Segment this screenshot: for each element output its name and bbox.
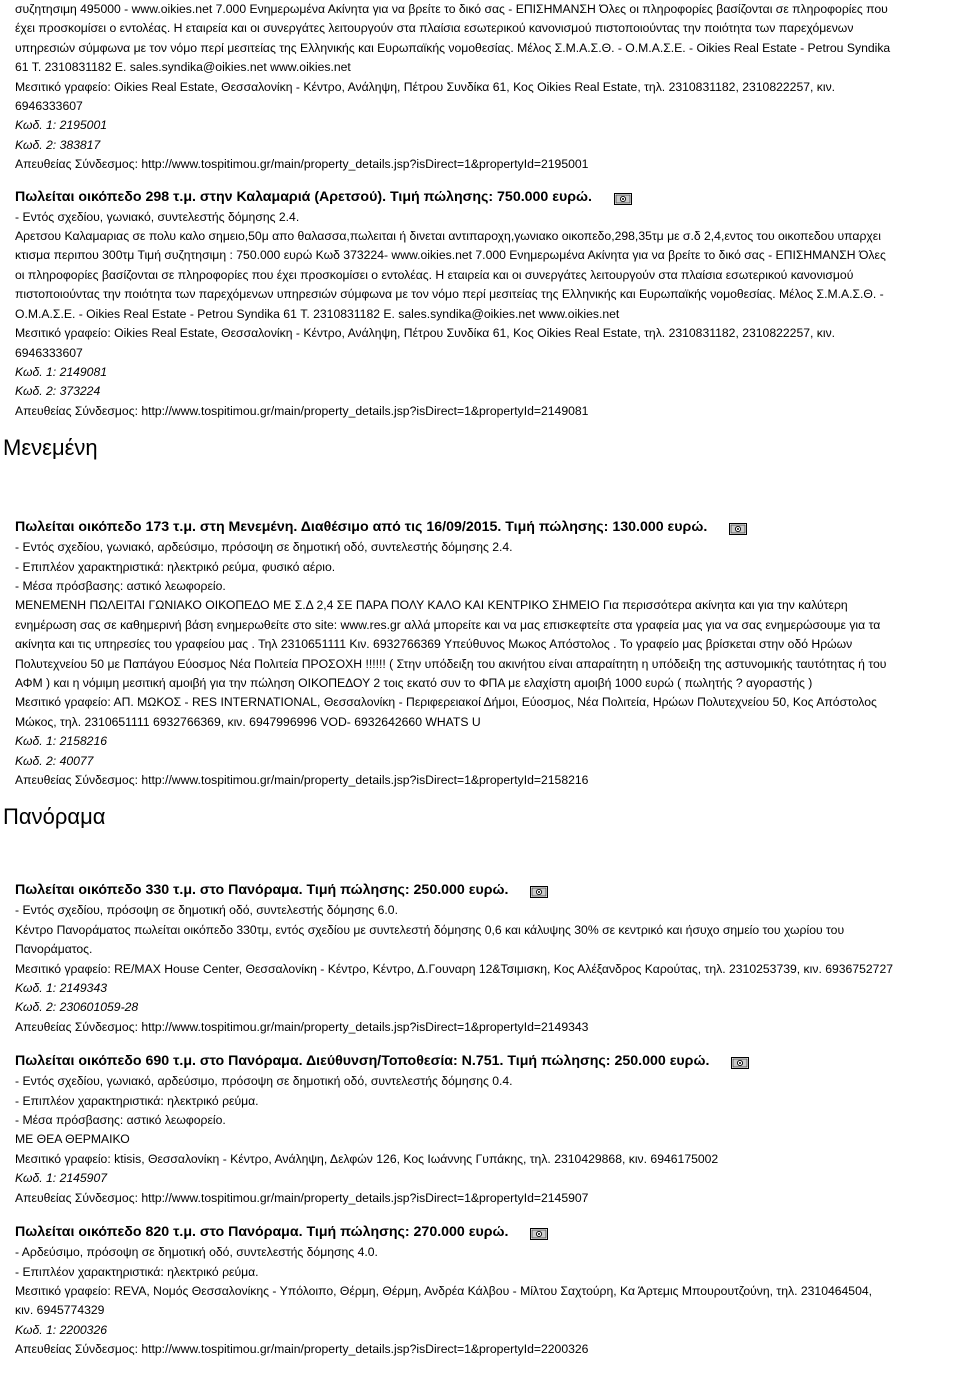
feature-line: - Εντός σχεδίου, γωνιακό, συντελεστής δόμησης 2.4. (15, 209, 300, 224)
code-2: Κωδ. 2: 230601059-28 (15, 1000, 139, 1015)
listing-panorama-330 (15, 880, 945, 1037)
direct-link[interactable]: Απευθείας Σύνδεσμος: http://www.tospitimou.gr/main/property_details.jsp?isDirect=1&propertyId=2145907 (15, 1190, 589, 1205)
camera-icon[interactable] (729, 521, 747, 533)
feature-line: - Επιπλέον χαρακτηριστικά: ηλεκτρικό ρεύμα. (15, 1093, 259, 1108)
code-1: Κωδ. 1: 2149343 (15, 981, 108, 996)
code-1: Κωδ. 1: 2200326 (15, 1322, 108, 1337)
description-line: Πανοράματος. (15, 942, 93, 957)
listing-menemeni (15, 517, 945, 790)
description-line: κτισμα περιπου 300τμ Τιμή συζητησιμη : 750.000 ευρώ Κωδ 373224- www.oikies.net 7.000 Ενημερωμένα Ακίνητα για να βρείτε το δικό σας - ΕΠΙΣΗΜΑΝΣΗ Όλες (15, 248, 886, 263)
listing-panorama-820 (15, 1222, 945, 1359)
description-line: οι πληροφορίες βασίζονται σε πληροφορίες που έχει προσκομίσει ο εντολέας. Η εταιρεία και οι συνεργάτες λειτουργούν στα πλαίσια εσωτερικού κανονισμού (15, 267, 854, 282)
agency-info: Μεσιτικό γραφείο: ΑΠ. ΜΩΚΟΣ - RES INTERNATIONAL, Θεσσαλονίκη - Περιφερειακοί Δήμοι, Εύοσμος, Νέα Πολιτεία, Ηρώων Πολυτεχνείου 50, Κος Απόστολος (15, 695, 877, 710)
description-line: Πολυτεχνείου 50 με Παπάγου Εύοσμος Νέα Πολιτεία ΠΡΟΣΟΧΗ !!!!!! ( Στην υπόδειξη του ακινήτου είναι απαραίτητη η υπόδειξη της αστυνομικής ταυτότητας ή του (15, 656, 887, 671)
camera-icon[interactable] (614, 191, 632, 203)
agency-info: Μεσιτικό γραφείο: REVA, Νομός Θεσσαλονίκης - Υπόλοιπο, Θέρμη, Θέρμη, Ανδρέα Κάλβου - Μίλτου Σαχτούρη, Κα Άρτεμις Μπουρουτζούνη, τηλ. 2310464504, (15, 1283, 873, 1298)
agency-info: Μεσιτικό γραφείο: ktisis, Θεσσαλονίκη - Κέντρο, Ανάληψη, Δελφών 126, Κος Ιωάννης Γυπάκης, τηλ. 2310429868, κιν. 6946175002 (15, 1151, 719, 1166)
feature-line: - Μέσα πρόσβασης: αστικό λεωφορείο. (15, 1113, 226, 1128)
section-spacer (0, 461, 960, 517)
description-line: ενημέρωση σας σε καθημερινή βάση ενημερωθείτε στο site: www.res.gr αλλά μπορείτε και να μας επισκεφτείτε στα γραφεία μας για να σας ενημερώσουμε για τα (15, 617, 881, 632)
text-line: έχει προσκομίσει ο εντολέας. Η εταιρεία και οι συνεργάτες λειτουργούν στα πλαίσια εσωτερικού κανονισμού πιστοποιούντας την ποιότητα των παρεχόμενων (15, 21, 854, 36)
direct-link[interactable]: Απευθείας Σύνδεσμος: http://www.tospitimou.gr/main/property_details.jsp?isDirect=1&propertyId=2149081 (15, 403, 589, 418)
listing-title-text: Πωλείται οικόπεδο 820 τ.μ. στο Πανόραμα. Τιμή πώλησης: 270.000 ευρώ. (15, 1224, 509, 1241)
section-heading-panorama: Πανόραμα (3, 804, 106, 830)
code-2: Κωδ. 2: 373224 (15, 384, 101, 399)
code-1: Κωδ. 1: 2145907 (15, 1171, 108, 1186)
description-line: ΜΕΝΕΜΕΝΗ ΠΩΛΕΙΤΑΙ ΓΩΝΙΑΚΟ ΟΙΚΟΠΕΔΟ ΜΕ Σ.Δ 2,4 ΣΕ ΠΑΡΑ ΠΟΛΥ ΚΑΛΟ ΚΑΙ ΚΕΝΤΡΙΚΟ ΣΗΜΕΙΟ Για περισσότερα ακίνητα και για την καλύτερη (15, 598, 848, 613)
listing-title-text: Πωλείται οικόπεδο 330 τ.μ. στο Πανόραμα. Τιμή πώλησης: 250.000 ευρώ. (15, 882, 509, 899)
code-1: Κωδ. 1: 2158216 (15, 734, 108, 749)
direct-link[interactable]: Απευθείας Σύνδεσμος: http://www.tospitimou.gr/main/property_details.jsp?isDirect=1&propertyId=2195001 (15, 157, 589, 172)
listing-title (15, 1051, 945, 1071)
agency-mobile: 6946333607 (15, 345, 83, 360)
code-1: Κωδ. 1: 2195001 (15, 118, 108, 133)
agency-info: Μεσιτικό γραφείο: RE/MAX House Center, Θεσσαλονίκη - Κέντρο, Κέντρο, Δ.Γουναρη 12&Τσιμισκη, Κος Αλέξανδρος Καρούτας, τηλ. 2310253739, κιν. 6936752727 (15, 961, 894, 976)
feature-line: - Εντός σχεδίου, γωνιακό, αρδεύσιμο, πρόσοψη σε δημοτική οδό, συντελεστής δόμησης 2.4. (15, 540, 513, 555)
description-line: Κέντρο Πανοράματος πωλείται οικόπεδο 330τμ, εντός σχεδίου με συντελεστή δόμησης 0,6 και κάλυψης 30% σε κεντρικό και ήσυχο σημείο του χωρίου του (15, 922, 845, 937)
camera-icon[interactable] (530, 884, 548, 896)
text-line: υπηρεσιών σύμφωνα με τον νόμο περί μεσιτείας της Ελληνικής και Ευρωπαϊκής νομοθεσίας. Μέλος Σ.Μ.Α.Σ.Θ. - Ο.Μ.Α.Σ.Ε. - Oikies Real Estate - Petrou Syndika (15, 40, 891, 55)
listing-title (15, 517, 945, 537)
feature-line: - Εντός σχεδίου, πρόσοψη σε δημοτική οδό, συντελεστής δόμησης 6.0. (15, 903, 398, 918)
feature-line: - Μέσα πρόσβασης: αστικό λεωφορείο. (15, 578, 226, 593)
agency-mobile: κιν. 6945774329 (15, 1303, 105, 1318)
description-line: ακίνητα και τις υπηρεσίες του γραφείου μας . Τηλ 2310651111 Κιν. 6932766369 Υπεύθυνος Μωκος Απόστολος . Το γραφείο μας βρίσκεται στην οδό Ηρώων (15, 637, 853, 652)
listing-title (15, 187, 945, 207)
code-1: Κωδ. 1: 2149081 (15, 364, 108, 379)
direct-link[interactable]: Απευθείας Σύνδεσμος: http://www.tospitimou.gr/main/property_details.jsp?isDirect=1&propertyId=2200326 (15, 1342, 589, 1357)
description-line: Ο.Μ.Α.Σ.Ε. - Oikies Real Estate - Petrou Syndika 61 Τ. 2310831182 E. sales.syndika@oikies.net www.oikies.net (15, 306, 620, 321)
agency-info: Μώκος, τηλ. 2310651111 6932766369, κιν. 6947996996 VOD- 6932642660 WHATS U (15, 714, 481, 729)
agency-mobile: 6946333607 (15, 99, 83, 114)
description-line: ΜΕ ΘΕΑ ΘΕΡΜΑΙΚΟ (15, 1132, 130, 1147)
listing-continuation (15, 0, 945, 175)
listing-title-text: Πωλείται οικόπεδο 298 τ.μ. στην Καλαμαριά (Αρετσού). Τιμή πώλησης: 750.000 ευρώ. (15, 188, 592, 205)
description-line: ΑΦΜ ) και η νόμιμη μεσιτική αμοιβή για την πώληση ΟΙΚΟΠΕΔΟΥ 2 τοις εκατό συν το ΦΠΑ με ελαχίστη αμοιβή 1000 ευρώ ( πωλητής ? αγοραστής ) (15, 675, 813, 690)
feature-line: - Εντός σχεδίου, γωνιακό, αρδεύσιμο, πρόσοψη σε δημοτική οδό, συντελεστής δόμησης 0.4. (15, 1074, 513, 1089)
agency-info: Μεσιτικό γραφείο: Oikies Real Estate, Θεσσαλονίκη - Κέντρο, Ανάληψη, Πέτρου Συνδίκα 61, Κος Oikies Real Estate, τηλ. 2310831182, 2310822257, κιν. (15, 79, 836, 94)
text-line: συζητησιμη 495000 - www.oikies.net 7.000 Ενημερωμένα Ακίνητα για να βρείτε το δικό σας - ΕΠΙΣΗΜΑΝΣΗ Όλες οι πληροφορίες βασίζονται σε πληροφορίες που (15, 2, 888, 16)
code-2: Κωδ. 2: 383817 (15, 137, 101, 152)
feature-line: - Επιπλέον χαρακτηριστικά: ηλεκτρικό ρεύμα. (15, 1264, 259, 1279)
listing-title (15, 880, 945, 900)
section-heading-menemeni: Μενεμένη (3, 435, 98, 461)
description-line: Αρετσου Καλαμαριας σε πολυ καλο σημειο,50μ απο θαλασσα,πωλειται ή δινεται αντιπαροχη,γωνιακο οικοπεδο,298,35τμ με σ.δ 2,4,εντος του οικοπεδου υπαρχει (15, 229, 881, 244)
agency-info: Μεσιτικό γραφείο: Oikies Real Estate, Θεσσαλονίκη - Κέντρο, Ανάληψη, Πέτρου Συνδίκα 61, Κος Oikies Real Estate, τηλ. 2310831182, 2310822257, κιν. (15, 326, 836, 341)
description-line: πιστοποιούντας την ποιότητα των παρεχόμενων υπηρεσιών σύμφωνα με τον νόμο περί μεσιτείας της Ελληνικής και Ευρωπαϊκής νομοθεσίας. Μέλος Σ.Μ.Α.Σ.Θ. - (15, 287, 884, 302)
feature-line: - Επιπλέον χαρακτηριστικά: ηλεκτρικό ρεύμα, φυσικό αέριο. (15, 559, 336, 574)
camera-icon[interactable] (731, 1055, 749, 1067)
section-spacer (0, 830, 960, 880)
code-2: Κωδ. 2: 40077 (15, 753, 94, 768)
listing-panorama-690 (15, 1051, 945, 1208)
direct-link[interactable]: Απευθείας Σύνδεσμος: http://www.tospitimou.gr/main/property_details.jsp?isDirect=1&propertyId=2158216 (15, 773, 589, 787)
text-line: 61 Τ. 2310831182 E. sales.syndika@oikies.net www.oikies.net (15, 60, 351, 75)
direct-link[interactable]: Απευθείας Σύνδεσμος: http://www.tospitimou.gr/main/property_details.jsp?isDirect=1&propertyId=2149343 (15, 1019, 589, 1034)
listing-title-text: Πωλείται οικόπεδο 173 τ.μ. στη Μενεμένη. Διαθέσιμο από τις 16/09/2015. Τιμή πώλησης: 130.000 ευρώ. (15, 519, 708, 536)
listing-title (15, 1222, 945, 1242)
listing-aretsou (15, 187, 945, 421)
listing-title-text: Πωλείται οικόπεδο 690 τ.μ. στο Πανόραμα. Διεύθυνση/Τοποθεσία: Ν.751. Τιμή πώλησης: 250.000 ευρώ. (15, 1053, 710, 1070)
feature-line: - Αρδεύσιμο, πρόσοψη σε δημοτική οδό, συντελεστής δόμησης 4.0. (15, 1245, 378, 1260)
camera-icon[interactable] (530, 1226, 548, 1238)
